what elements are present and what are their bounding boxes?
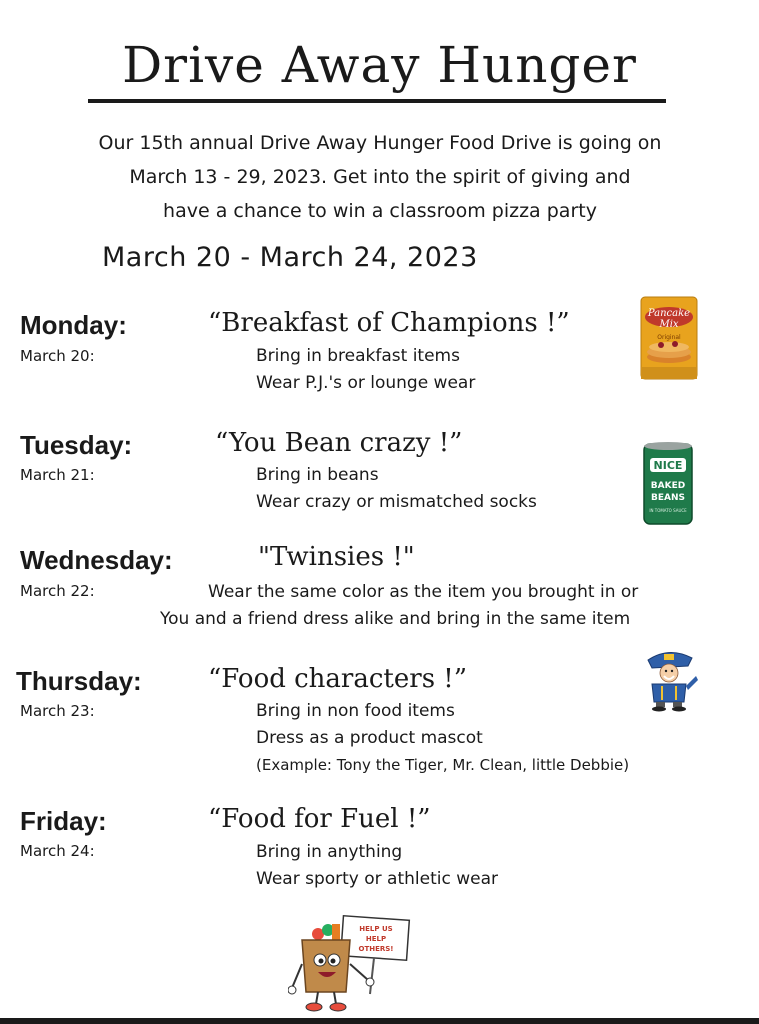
- intro-line: have a chance to win a classroom pizza party: [163, 200, 597, 222]
- activities-tuesday: [256, 462, 537, 516]
- theme-monday: “Breakfast of Champions !”: [208, 308, 570, 338]
- theme-tuesday: “You Bean crazy !”: [215, 428, 463, 458]
- activity-line: Wear P.J.'s or lounge wear: [256, 373, 476, 393]
- activity-line: Bring in non food items: [256, 701, 455, 721]
- beans-label-mid1: BAKED: [650, 481, 686, 491]
- bottom-border: [0, 1018, 759, 1024]
- day-name-tuesday: Tuesday:: [20, 430, 133, 460]
- title-underline: [88, 99, 666, 103]
- activities-friday: [256, 839, 498, 893]
- poster-title: Drive Away Hunger: [122, 36, 637, 94]
- pancake-label-top: Pancake: [647, 308, 691, 319]
- day-name-thursday: Thursday:: [16, 666, 142, 696]
- captain-mascot-icon: [638, 646, 700, 712]
- activity-line: Bring in anything: [256, 842, 403, 862]
- grocery-bag-mascot-image: [288, 914, 414, 1014]
- day-name-monday: Monday:: [20, 310, 127, 340]
- sign-line-1: HELP US: [359, 925, 393, 933]
- intro-line: March 13 - 29, 2023. Get into the spirit of giving and: [129, 166, 631, 188]
- baked-beans-image: [642, 440, 694, 528]
- activity-line: Wear sporty or athletic wear: [256, 869, 498, 889]
- activities-monday: [256, 343, 475, 397]
- pancake-mix-image: [639, 295, 699, 381]
- sign-line-3: OTHERS!: [358, 945, 394, 953]
- day-name-wednesday: Wednesday:: [20, 545, 173, 575]
- intro-line: Our 15th annual Drive Away Hunger Food Drive is going on: [98, 132, 662, 154]
- week-range: March 20 - March 24, 2023: [102, 242, 478, 273]
- activity-line: Wear the same color as the item you brought in or: [208, 582, 639, 602]
- activity-line: (Example: Tony the Tiger, Mr. Clean, little Debbie): [256, 756, 630, 774]
- day-date-wednesday: March 22:: [20, 582, 95, 600]
- intro-text: [30, 126, 730, 228]
- activity-line: Bring in breakfast items: [256, 346, 460, 366]
- activity-line: Dress as a product mascot: [256, 728, 483, 748]
- activities-thursday: [256, 698, 629, 779]
- pancake-label-bottom: Mix: [659, 319, 679, 330]
- theme-friday: “Food for Fuel !”: [208, 804, 431, 834]
- day-date-tuesday: March 21:: [20, 466, 95, 484]
- activity-line: You and a friend dress alike and bring in the same item: [160, 609, 631, 629]
- day-date-friday: March 24:: [20, 842, 95, 860]
- sign-line-2: HELP: [365, 935, 387, 943]
- day-date-thursday: March 23:: [20, 702, 95, 720]
- beans-label-mid2: BEANS: [651, 493, 685, 503]
- day-name-friday: Friday:: [20, 806, 107, 836]
- day-date-monday: March 20:: [20, 347, 95, 365]
- pancake-label-small: Original: [657, 334, 681, 341]
- theme-thursday: “Food characters !”: [208, 664, 468, 694]
- beans-label-top: NICE: [653, 459, 683, 472]
- theme-wednesday: "Twinsies !": [258, 542, 415, 572]
- activity-line: Wear crazy or mismatched socks: [256, 492, 537, 512]
- beans-label-small: IN TOMATO SAUCE: [649, 508, 687, 513]
- activity-line: Bring in beans: [256, 465, 379, 485]
